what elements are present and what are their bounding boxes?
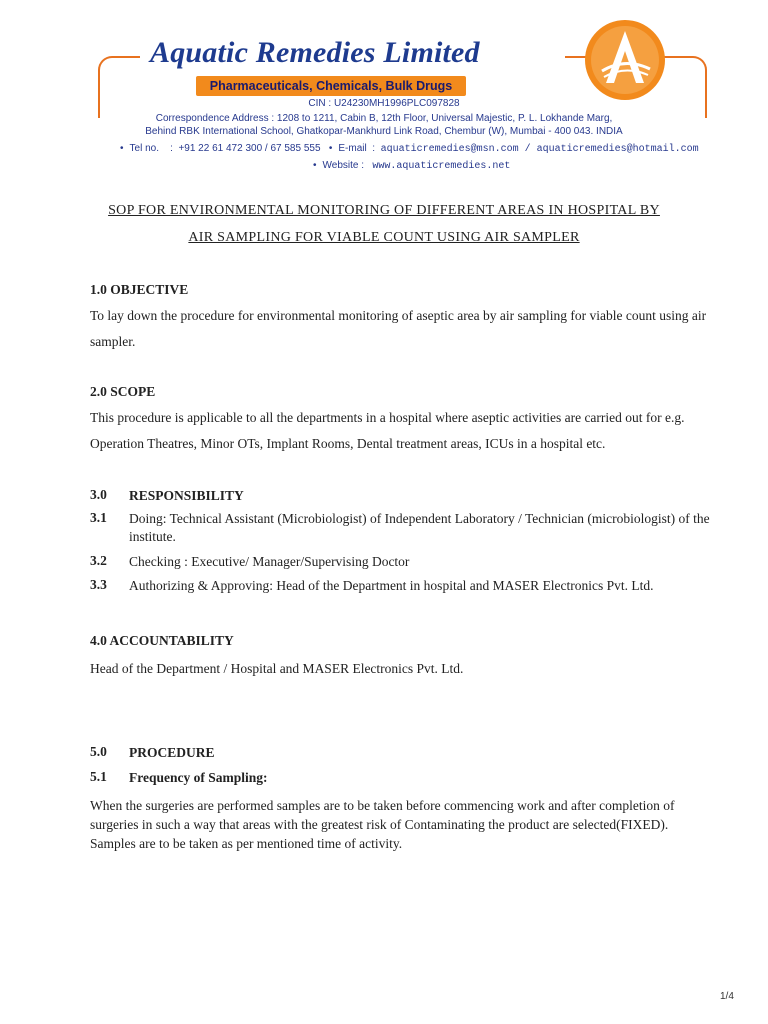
company-logo [584, 19, 666, 101]
company-tagline: Pharmaceuticals, Chemicals, Bulk Drugs [196, 76, 466, 96]
contact-line: • Tel no. : +91 22 61 472 300 / 67 585 555 • E-mail : aquaticremedies@msn.com / aquaticremedies@hotmail.com [120, 143, 699, 155]
responsibility-item-number: 3.3 [90, 577, 107, 592]
objective-heading: 1.0 OBJECTIVE [90, 282, 189, 297]
responsibility-number: 3.0 [90, 487, 107, 502]
website-label: Website : [322, 160, 365, 171]
company-name: Aquatic Remedies Limited [150, 36, 480, 69]
responsibility-heading: RESPONSIBILITY [129, 488, 244, 503]
document-title-line-1: SOP FOR ENVIRONMENTAL MONITORING OF DIFFERENT AREAS IN HOSPITAL BY [108, 203, 660, 218]
responsibility-item-number: 3.2 [90, 553, 107, 568]
page-number: 1/4 [720, 991, 734, 1002]
scope-text: This procedure is applicable to all the departments in a hospital where aseptic activities are carried out for e.g. Operation Theatres, Minor OTs, Implant Rooms, Dental treatment areas, ICUs in a hospital etc. [90, 410, 685, 451]
tel-label: Tel no. [129, 143, 159, 154]
tel-value: +91 22 61 472 300 / 67 585 555 [178, 143, 321, 154]
address-line-1: Correspondence Address : 1208 to 1211, Cabin B, 12th Floor, Universal Majestic, P. L. Lokhande Marg, [155, 113, 613, 124]
procedure-sub-number: 5.1 [90, 769, 107, 784]
responsibility-item-text: Authorizing & Approving: Head of the Department in hospital and MASER Electronics Pvt. Ltd. [129, 578, 654, 593]
accountability-text: Head of the Department / Hospital and MASER Electronics Pvt. Ltd. [90, 661, 464, 676]
email-value[interactable]: aquaticremedies@msn.com / aquaticremedies@hotmail.com [380, 144, 699, 155]
document-title-line-2: AIR SAMPLING FOR VIABLE COUNT USING AIR SAMPLER [188, 230, 580, 245]
procedure-text: When the surgeries are performed samples are to be taken before commencing work and after completion of surgeries in such a way that areas with the greatest risk of Contaminating the product are selected(FIXED). Samples are to be taken as per mentioned time of activity. [90, 798, 675, 851]
procedure-heading: PROCEDURE [129, 745, 215, 760]
cin-text: CIN : U24230MH1996PLC097828 [308, 98, 460, 109]
website-link[interactable]: www.aquaticremedies.net [372, 161, 511, 172]
objective-text: To lay down the procedure for environmental monitoring of aseptic area by air sampling for viable count using air sampler. [90, 308, 707, 349]
accountability-heading: 4.0 ACCOUNTABILITY [90, 633, 234, 648]
responsibility-item-text: Checking : Executive/ Manager/Supervising Doctor [129, 554, 410, 569]
email-label: E-mail [338, 143, 367, 154]
procedure-number: 5.0 [90, 744, 107, 759]
address-line-2: Behind RBK International School, Ghatkopar-Mankhurd Link Road, Chembur (W), Mumbai - 400 043. INDIA [145, 126, 623, 137]
website-line: • Website : www.aquaticremedies.net [313, 160, 511, 172]
procedure-sub-heading: Frequency of Sampling: [129, 770, 268, 785]
responsibility-item-number: 3.1 [90, 510, 107, 525]
scope-heading: 2.0 SCOPE [90, 384, 156, 399]
responsibility-item-text: Doing: Technical Assistant (Microbiologist) of Independent Laboratory / Technician (microbiologist) of the institute. [129, 511, 710, 544]
